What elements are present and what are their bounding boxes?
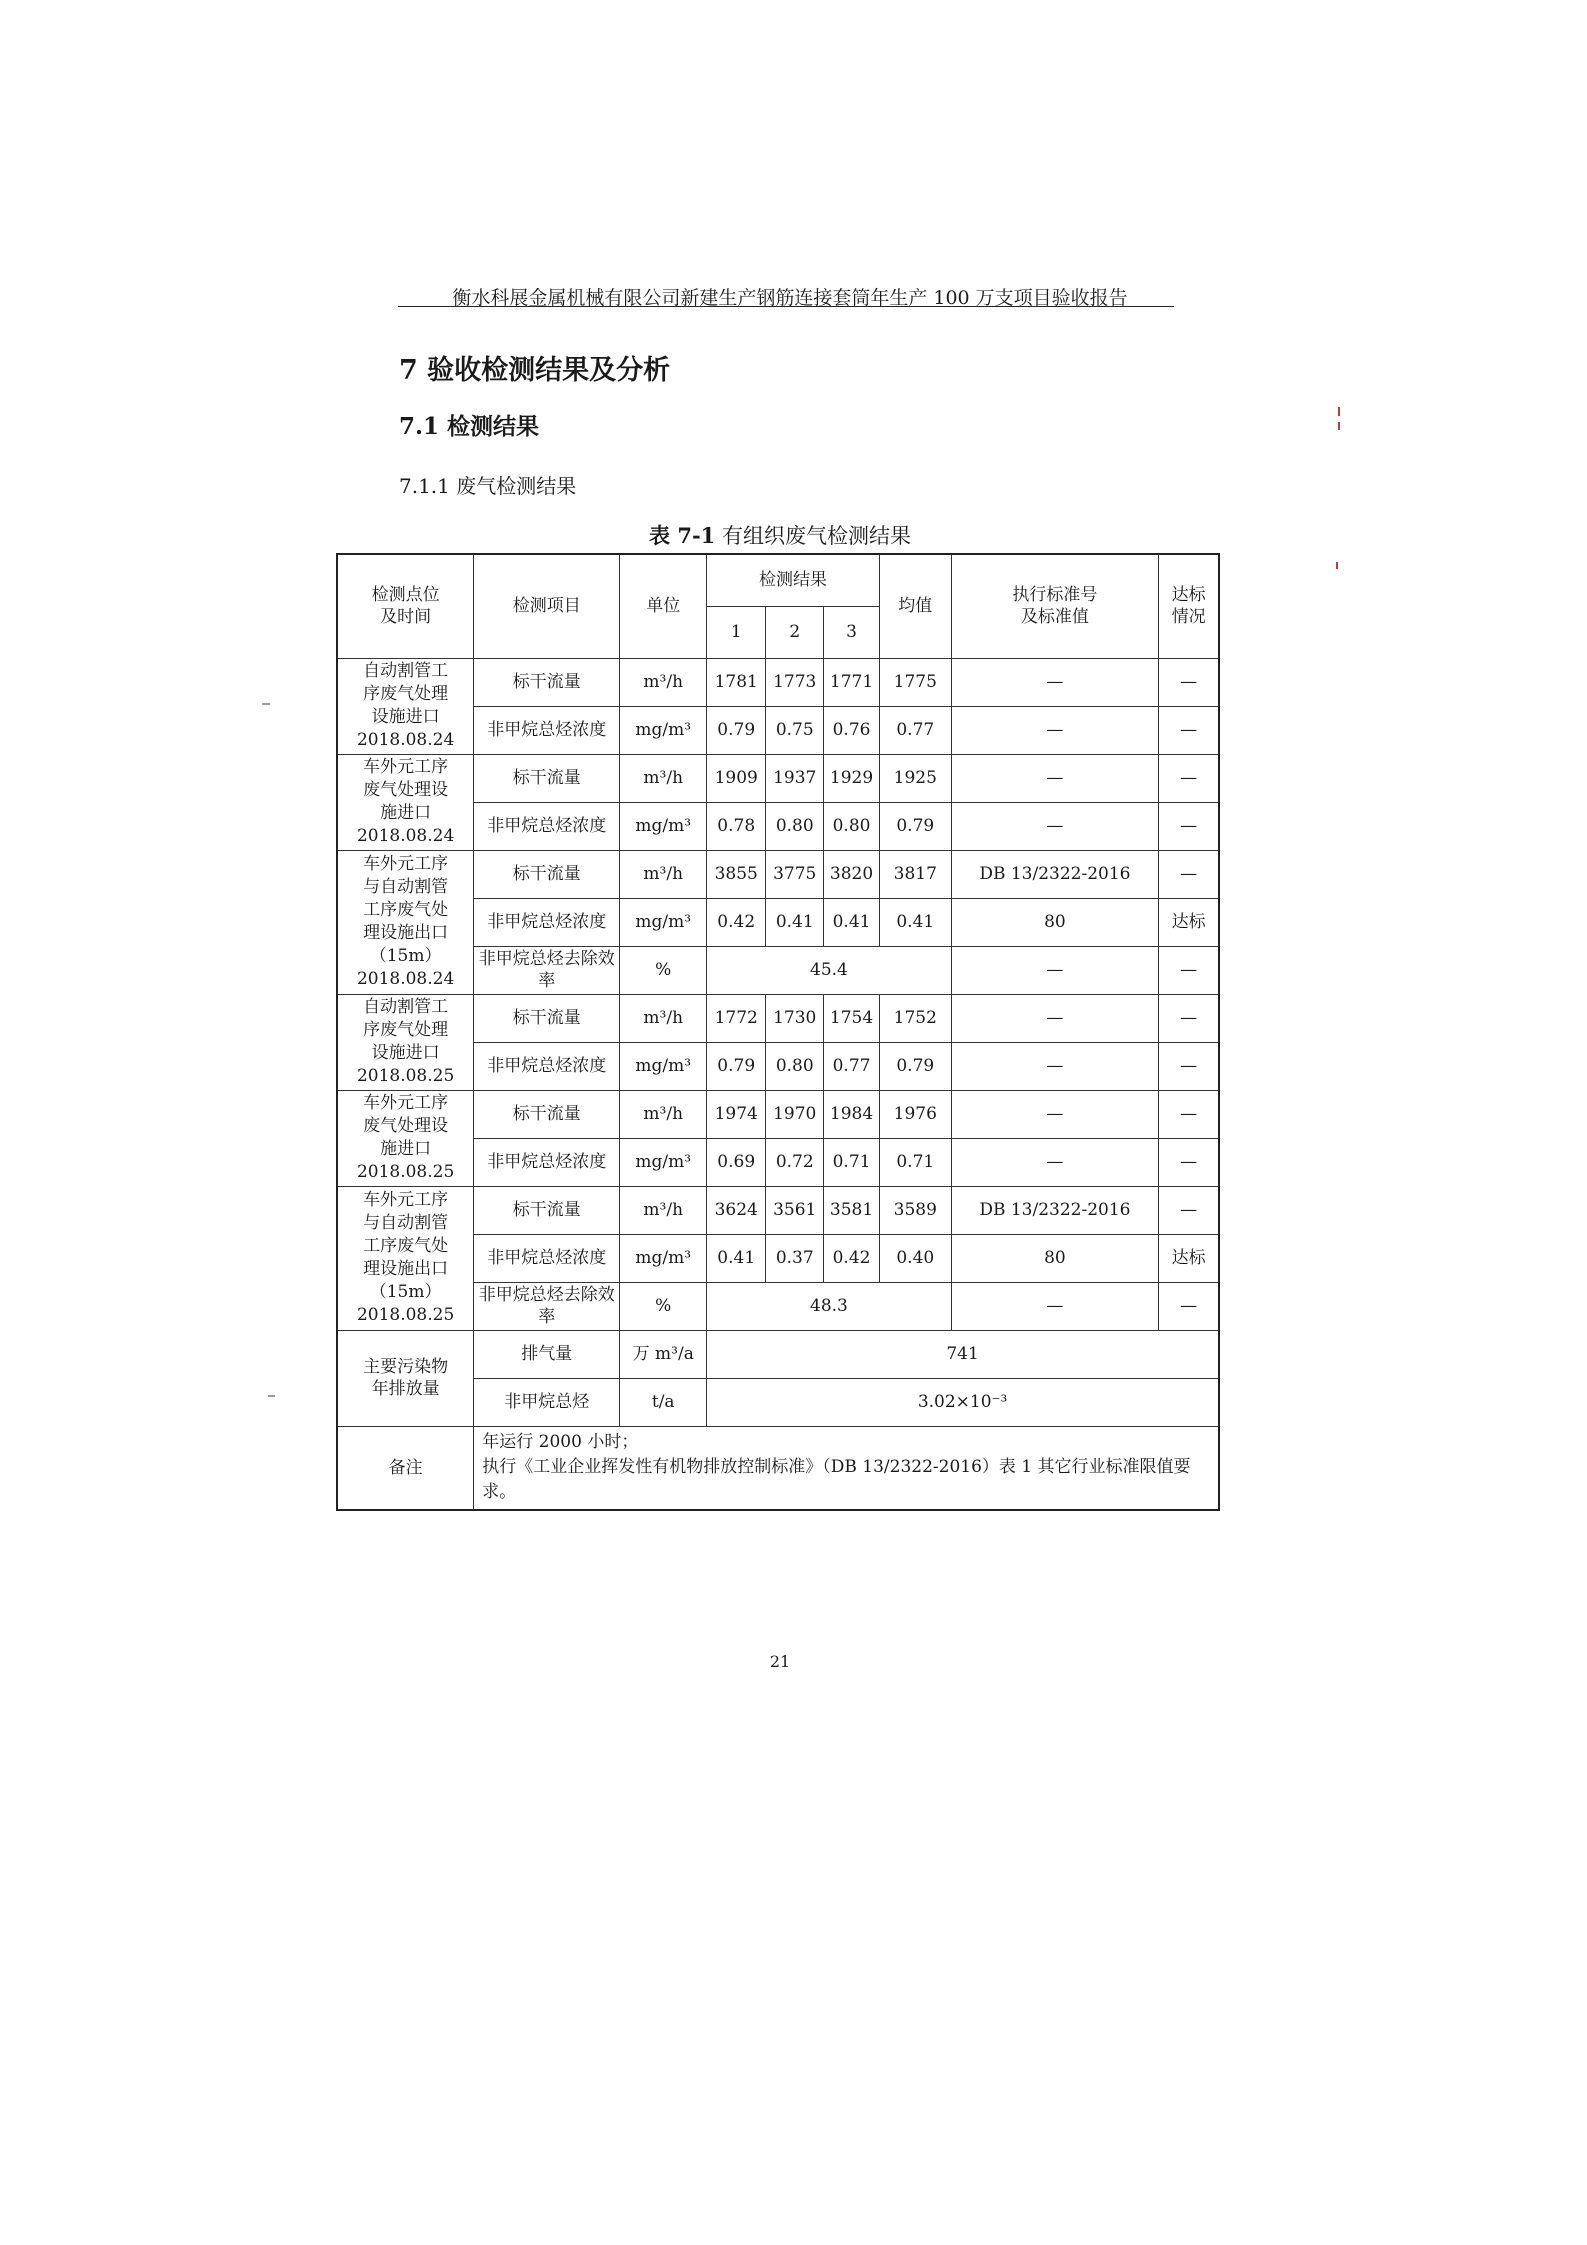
annual-row — [337, 1330, 1219, 1378]
page-number: 21 — [769, 1652, 791, 1671]
standard-cell: — — [951, 802, 1158, 850]
item-cell: 标干流量 — [474, 994, 620, 1042]
scan-mark — [1338, 407, 1340, 416]
result-3-cell: 0.80 — [824, 802, 880, 850]
table-row — [337, 658, 1219, 706]
unit-cell: % — [620, 946, 707, 994]
unit-cell: mg/m³ — [620, 1138, 707, 1186]
result-1-cell: 1974 — [707, 1090, 766, 1138]
result-1-cell: 3855 — [707, 850, 766, 898]
result-2-cell: 1937 — [766, 754, 824, 802]
result-3-cell: 3581 — [824, 1186, 880, 1234]
result-1-cell: 1772 — [707, 994, 766, 1042]
mean-cell: 1976 — [879, 1090, 951, 1138]
item-cell: 标干流量 — [474, 1090, 620, 1138]
result-1-cell: 1781 — [707, 658, 766, 706]
location-cell: 自动割管工 序废气处理 设施进口 2018.08.25 — [337, 994, 474, 1090]
result-1-cell: 0.69 — [707, 1138, 766, 1186]
table-caption — [600, 520, 960, 550]
unit-cell: 万 m³/a — [620, 1330, 707, 1378]
unit-cell: m³/h — [620, 754, 707, 802]
standard-cell: — — [951, 946, 1158, 994]
item-cell: 标干流量 — [474, 850, 620, 898]
unit-cell: m³/h — [620, 994, 707, 1042]
item-cell: 非甲烷总烃 — [474, 1378, 620, 1426]
result-3-cell: 1984 — [824, 1090, 880, 1138]
result-1-cell: 0.79 — [707, 1042, 766, 1090]
table-row — [337, 850, 1219, 898]
result-1-cell: 0.79 — [707, 706, 766, 754]
standard-cell: DB 13/2322-2016 — [951, 850, 1158, 898]
compliance-cell: — — [1159, 946, 1219, 994]
header-unit: 单位 — [620, 554, 707, 658]
compliance-cell: — — [1159, 658, 1219, 706]
mean-cell: 0.71 — [879, 1138, 951, 1186]
result-2-cell: 0.75 — [766, 706, 824, 754]
table-row — [337, 994, 1219, 1042]
item-cell: 标干流量 — [474, 754, 620, 802]
result-1-cell: 1909 — [707, 754, 766, 802]
standard-cell: — — [951, 1042, 1158, 1090]
unit-cell: mg/m³ — [620, 1234, 707, 1282]
result-2-cell: 1773 — [766, 658, 824, 706]
standard-cell: — — [951, 1138, 1158, 1186]
standard-cell: — — [951, 754, 1158, 802]
mean-cell: 1775 — [879, 658, 951, 706]
table-row — [337, 754, 1219, 802]
annual-value-cell: 3.02×10⁻³ — [707, 1378, 1219, 1426]
table-row — [337, 1090, 1219, 1138]
standard-cell: — — [951, 994, 1158, 1042]
header-rule — [398, 306, 1174, 307]
scan-mark — [1336, 562, 1338, 569]
item-cell: 非甲烷总烃浓度 — [474, 1138, 620, 1186]
result-2-cell: 1970 — [766, 1090, 824, 1138]
results-table — [336, 553, 1220, 1511]
mean-cell: 3589 — [879, 1186, 951, 1234]
unit-cell: t/a — [620, 1378, 707, 1426]
mean-cell: 0.79 — [879, 1042, 951, 1090]
unit-cell: m³/h — [620, 850, 707, 898]
compliance-cell: — — [1159, 1138, 1219, 1186]
unit-cell: mg/m³ — [620, 706, 707, 754]
result-2-cell: 0.37 — [766, 1234, 824, 1282]
header-compliance: 达标 情况 — [1159, 554, 1219, 658]
mean-cell: 0.79 — [879, 802, 951, 850]
table-caption-text: 有组织废气检测结果 — [715, 524, 911, 548]
item-cell: 排气量 — [474, 1330, 620, 1378]
item-cell: 标干流量 — [474, 1186, 620, 1234]
item-cell: 非甲烷总烃去除效率 — [474, 1282, 620, 1330]
result-2-cell: 0.80 — [766, 802, 824, 850]
annual-value-cell: 741 — [707, 1330, 1219, 1378]
mean-cell: 0.40 — [879, 1234, 951, 1282]
mean-cell: 0.41 — [879, 898, 951, 946]
result-2-cell: 0.80 — [766, 1042, 824, 1090]
result-3-cell: 3820 — [824, 850, 880, 898]
item-cell: 标干流量 — [474, 658, 620, 706]
item-cell: 非甲烷总烃浓度 — [474, 898, 620, 946]
compliance-cell: 达标 — [1159, 898, 1219, 946]
result-2-cell: 1730 — [766, 994, 824, 1042]
location-cell: 车外元工序 废气处理设 施进口 2018.08.25 — [337, 1090, 474, 1186]
running-header: 衡水科展金属机械有限公司新建生产钢筋连接套筒年生产 100 万支项目验收报告 — [452, 287, 1128, 309]
efficiency-value-cell: 48.3 — [707, 1282, 952, 1330]
item-cell: 非甲烷总烃浓度 — [474, 1042, 620, 1090]
compliance-cell: — — [1159, 1090, 1219, 1138]
item-cell: 非甲烷总烃去除效率 — [474, 946, 620, 994]
scan-speck — [262, 703, 270, 705]
compliance-cell: — — [1159, 1282, 1219, 1330]
result-3-cell: 1929 — [824, 754, 880, 802]
unit-cell: % — [620, 1282, 707, 1330]
compliance-cell: — — [1159, 994, 1219, 1042]
standard-cell: — — [951, 658, 1158, 706]
result-3-cell: 0.41 — [824, 898, 880, 946]
chapter-title: 7 验收检测结果及分析 — [399, 355, 671, 386]
header-row — [337, 554, 1219, 606]
efficiency-value-cell: 45.4 — [707, 946, 952, 994]
item-cell: 非甲烷总烃浓度 — [474, 1234, 620, 1282]
unit-cell: m³/h — [620, 1090, 707, 1138]
unit-cell: m³/h — [620, 1186, 707, 1234]
result-1-cell: 3624 — [707, 1186, 766, 1234]
location-cell: 车外元工序 与自动割管 工序废气处 理设施出口 （15m） 2018.08.25 — [337, 1186, 474, 1330]
location-cell: 车外元工序 废气处理设 施进口 2018.08.24 — [337, 754, 474, 850]
note-text-cell: 年运行 2000 小时； 执行《工业企业挥发性有机物排放控制标准》（DB 13/2322-2016）表 1 其它行业标准限值要求。 — [474, 1426, 1219, 1510]
standard-cell: 80 — [951, 1234, 1158, 1282]
header-result-1: 1 — [707, 606, 766, 658]
table-body — [337, 554, 1219, 1510]
result-3-cell: 0.77 — [824, 1042, 880, 1090]
result-2-cell: 3561 — [766, 1186, 824, 1234]
location-cell: 自动割管工 序废气处理 设施进口 2018.08.24 — [337, 658, 474, 754]
unit-cell: mg/m³ — [620, 802, 707, 850]
header-results: 检测结果 — [707, 554, 880, 606]
subsection-title: 7.1.1 废气检测结果 — [399, 474, 577, 498]
mean-cell: 1925 — [879, 754, 951, 802]
standard-cell: DB 13/2322-2016 — [951, 1186, 1158, 1234]
header-result-2: 2 — [766, 606, 824, 658]
result-1-cell: 0.78 — [707, 802, 766, 850]
header-item: 检测项目 — [474, 554, 620, 658]
scan-mark — [1338, 422, 1340, 430]
header-mean: 均值 — [879, 554, 951, 658]
unit-cell: m³/h — [620, 658, 707, 706]
compliance-cell: — — [1159, 1042, 1219, 1090]
item-cell: 非甲烷总烃浓度 — [474, 802, 620, 850]
standard-cell: — — [951, 706, 1158, 754]
annual-label-cell: 主要污染物 年排放量 — [337, 1330, 474, 1426]
mean-cell: 3817 — [879, 850, 951, 898]
header-point-time: 检测点位 及时间 — [337, 554, 474, 658]
result-3-cell: 0.71 — [824, 1138, 880, 1186]
standard-cell: 80 — [951, 898, 1158, 946]
unit-cell: mg/m³ — [620, 1042, 707, 1090]
header-result-3: 3 — [824, 606, 880, 658]
standard-cell: — — [951, 1090, 1158, 1138]
compliance-cell: 达标 — [1159, 1234, 1219, 1282]
location-cell: 车外元工序 与自动割管 工序废气处 理设施出口 （15m） 2018.08.24 — [337, 850, 474, 994]
result-2-cell: 0.41 — [766, 898, 824, 946]
result-3-cell: 0.42 — [824, 1234, 880, 1282]
compliance-cell: — — [1159, 754, 1219, 802]
standard-cell: — — [951, 1282, 1158, 1330]
scan-speck — [268, 1395, 275, 1397]
header-standard: 执行标准号 及标准值 — [951, 554, 1158, 658]
result-2-cell: 3775 — [766, 850, 824, 898]
mean-cell: 0.77 — [879, 706, 951, 754]
compliance-cell: — — [1159, 802, 1219, 850]
compliance-cell: — — [1159, 1186, 1219, 1234]
item-cell: 非甲烷总烃浓度 — [474, 706, 620, 754]
compliance-cell: — — [1159, 706, 1219, 754]
unit-cell: mg/m³ — [620, 898, 707, 946]
result-2-cell: 0.72 — [766, 1138, 824, 1186]
result-3-cell: 1754 — [824, 994, 880, 1042]
note-label-cell: 备注 — [337, 1426, 474, 1510]
result-1-cell: 0.42 — [707, 898, 766, 946]
mean-cell: 1752 — [879, 994, 951, 1042]
compliance-cell: — — [1159, 850, 1219, 898]
table-row — [337, 1186, 1219, 1234]
result-3-cell: 1771 — [824, 658, 880, 706]
result-1-cell: 0.41 — [707, 1234, 766, 1282]
note-row — [337, 1426, 1219, 1510]
table-caption-number: 表 7-1 — [649, 523, 716, 548]
section-title: 7.1 检测结果 — [399, 413, 540, 440]
result-3-cell: 0.76 — [824, 706, 880, 754]
